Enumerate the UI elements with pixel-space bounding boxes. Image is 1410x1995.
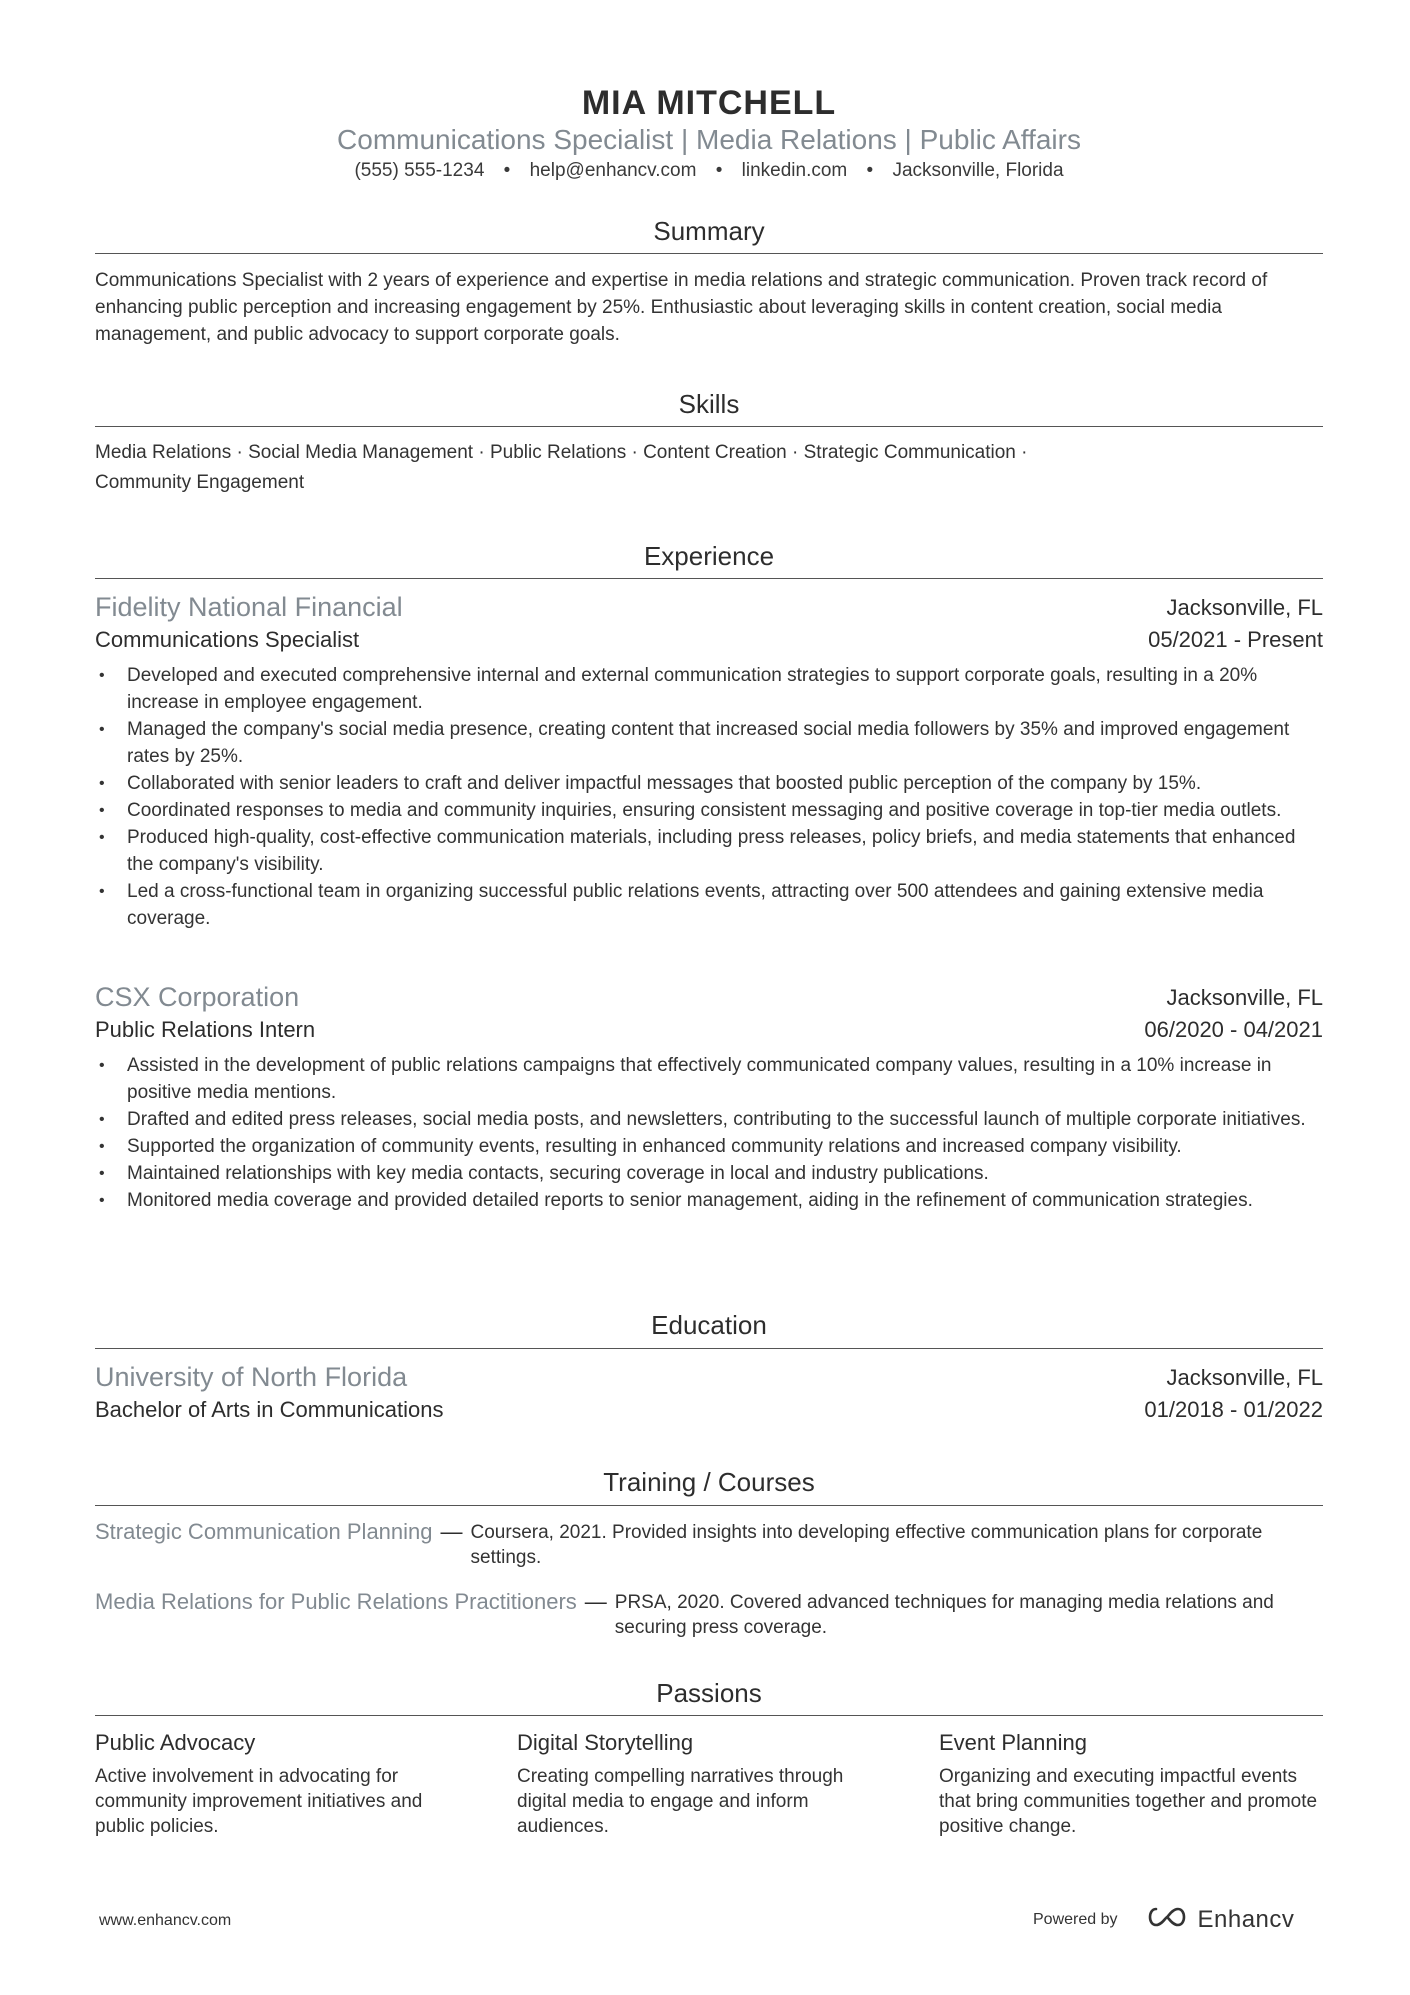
passion-description: Creating compelling narratives through digital media to engage and inform audiences. bbox=[517, 1766, 844, 1837]
passions-heading: Passions bbox=[656, 1678, 762, 1708]
contact-separator: • bbox=[503, 160, 511, 181]
experience-divider bbox=[95, 578, 1323, 579]
job-role: Public Relations Intern bbox=[95, 1017, 316, 1042]
passions-divider bbox=[95, 1715, 1323, 1716]
course-description: PRSA, 2020. Covered advanced techniques for managing media relations and securing press coverage. bbox=[614, 1592, 1274, 1638]
education-degree: Bachelor of Arts in Communications bbox=[95, 1397, 444, 1422]
passion-title: Digital Storytelling bbox=[517, 1730, 694, 1755]
education-school: University of North Florida bbox=[95, 1362, 408, 1392]
job-subheader bbox=[95, 1017, 1323, 1043]
footer-branding bbox=[1033, 1905, 1294, 1934]
course-title: Media Relations for Public Relations Practitioners bbox=[95, 1589, 577, 1614]
skills-line-1: Media Relations · Social Media Management · Public Relations · Content Creation · Strategic Communication · bbox=[95, 442, 1028, 463]
job-subheader bbox=[95, 627, 1323, 653]
job-location: Jacksonville, FL bbox=[1166, 985, 1323, 1010]
course-dash: — bbox=[584, 1589, 607, 1614]
education-subheader bbox=[95, 1397, 1323, 1423]
contact-separator: • bbox=[866, 160, 874, 181]
education-dates: 01/2018 - 01/2022 bbox=[1144, 1397, 1323, 1422]
contact-separator: • bbox=[715, 160, 723, 181]
job-company: Fidelity National Financial bbox=[95, 592, 403, 622]
course-item bbox=[95, 1519, 1323, 1570]
job-bullet: • Managed the company's social media presence, creating content that increased social media followers by 35% and improved engagement rates by 25%. bbox=[95, 716, 1323, 770]
summary-heading: Summary bbox=[653, 216, 765, 246]
education-heading: Education bbox=[651, 1310, 767, 1340]
education-location: Jacksonville, FL bbox=[1166, 1365, 1323, 1390]
course-dash: — bbox=[440, 1519, 463, 1544]
job-bullets bbox=[95, 662, 1323, 932]
summary-text: Communications Specialist with 2 years of experience and expertise in media relations and strategic communication. Proven track record of enhancing public perception and increasing engagement by 25%. Enthusiastic about leveraging skills in content creation, social media management, and public advocacy to support corporate goals. bbox=[95, 270, 1268, 345]
experience-heading: Experience bbox=[643, 541, 775, 571]
job-bullet: • Developed and executed comprehensive internal and external communication strategies to support corporate goals, resulting in a 20% increase in employee engagement. bbox=[95, 662, 1323, 716]
footer-website[interactable]: www.enhancv.com bbox=[99, 1912, 232, 1929]
job-role: Communications Specialist bbox=[95, 627, 360, 652]
job-location: Jacksonville, FL bbox=[1166, 595, 1323, 620]
job-bullet: • Produced high-quality, cost-effective communication materials, including press releases, policy briefs, and media statements that enhanced the company's visibility. bbox=[95, 824, 1323, 878]
job-bullets bbox=[95, 1052, 1323, 1214]
passion-description: Organizing and executing impactful events that bring communities together and promote positive change. bbox=[939, 1766, 1318, 1837]
course-item bbox=[95, 1589, 1323, 1640]
contact-location: Jacksonville, Florida bbox=[892, 160, 1064, 181]
contact-phone: (555) 555-1234 bbox=[354, 160, 485, 181]
job-dates: 06/2020 - 04/2021 bbox=[1144, 1017, 1323, 1042]
skills-heading: Skills bbox=[678, 389, 740, 419]
job-company: CSX Corporation bbox=[95, 982, 300, 1012]
passion-title: Event Planning bbox=[939, 1730, 1087, 1755]
enhancv-infinity-logo-icon bbox=[1144, 1905, 1190, 1934]
job-header bbox=[95, 982, 1323, 1013]
contact-linkedin[interactable]: linkedin.com bbox=[741, 160, 848, 181]
job-header bbox=[95, 592, 1323, 623]
contact-email[interactable]: help@enhancv.com bbox=[529, 160, 697, 181]
passion-item bbox=[517, 1730, 897, 1839]
job-bullet: • Monitored media coverage and provided detailed reports to senior management, aiding in the refinement of communication strategies. bbox=[95, 1187, 1323, 1214]
course-description: Coursera, 2021. Provided insights into developing effective communication plans for corporate settings. bbox=[470, 1522, 1263, 1568]
powered-by-label: Powered by bbox=[1033, 1910, 1118, 1928]
candidate-name: MIA MITCHELL bbox=[581, 84, 837, 122]
course-title: Strategic Communication Planning bbox=[95, 1519, 433, 1544]
job-bullet: • Coordinated responses to media and community inquiries, ensuring consistent messaging and positive coverage in top-tier media outlets. bbox=[95, 797, 1323, 824]
job-bullet: • Led a cross-functional team in organizing successful public relations events, attracting over 500 attendees and gaining extensive media coverage. bbox=[95, 878, 1323, 932]
job-dates: 05/2021 - Present bbox=[1148, 627, 1323, 652]
passion-item bbox=[939, 1730, 1319, 1839]
education-header bbox=[95, 1362, 1323, 1393]
job-bullet: • Drafted and edited press releases, social media posts, and newsletters, contributing to the successful launch of multiple corporate initiatives. bbox=[95, 1106, 1323, 1133]
enhancv-brand-name: Enhancv bbox=[1197, 1905, 1295, 1933]
job-bullet: • Assisted in the development of public relations campaigns that effectively communicated company values, resulting in a 10% increase in positive media mentions. bbox=[95, 1052, 1323, 1106]
candidate-headline: Communications Specialist | Media Relations | Public Affairs bbox=[337, 124, 1081, 155]
training-heading: Training / Courses bbox=[603, 1467, 815, 1497]
passion-title: Public Advocacy bbox=[95, 1730, 256, 1755]
passion-description: Active involvement in advocating for community improvement initiatives and public policies. bbox=[95, 1766, 423, 1837]
passion-item bbox=[95, 1730, 475, 1839]
education-divider bbox=[95, 1348, 1323, 1349]
skills-line-2: Community Engagement bbox=[95, 472, 305, 493]
job-bullet: • Collaborated with senior leaders to craft and deliver impactful messages that boosted public perception of the company by 15%. bbox=[95, 770, 1323, 797]
skills-divider bbox=[95, 426, 1323, 427]
contact-line bbox=[95, 160, 1323, 182]
job-bullet: • Supported the organization of community events, resulting in enhanced community relations and increased company visibility. bbox=[95, 1133, 1323, 1160]
summary-divider bbox=[95, 253, 1323, 254]
job-bullet: • Maintained relationships with key media contacts, securing coverage in local and industry publications. bbox=[95, 1160, 1323, 1187]
training-divider bbox=[95, 1505, 1323, 1506]
